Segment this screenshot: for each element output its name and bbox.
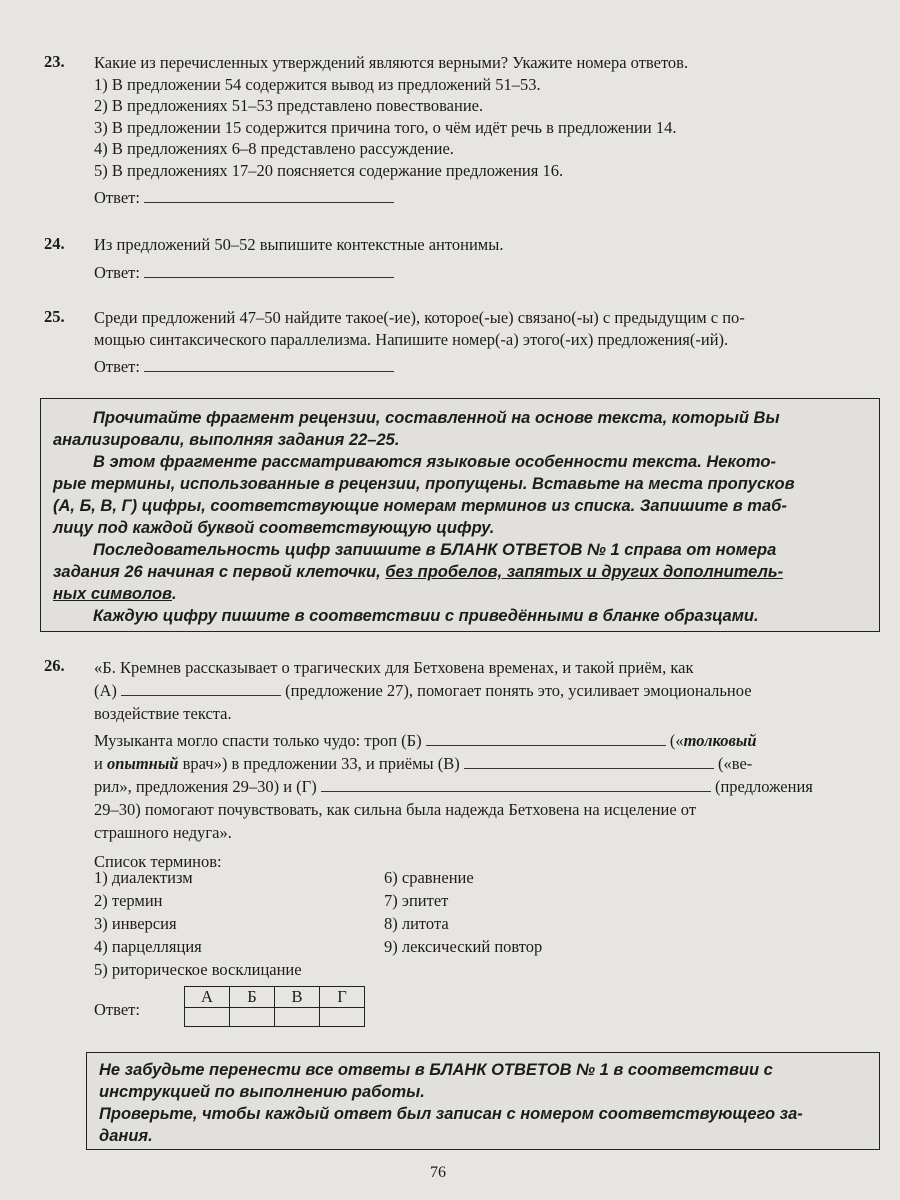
option-1: 1) В предложении 54 содержится вывод из предложений 51–53. <box>94 74 541 94</box>
option-5: 5) В предложениях 17–20 поясняется содержание предложения 16. <box>94 160 564 180</box>
instruction-p2-line4: лицу под каждой буквой соответствующую цифру. <box>53 519 495 537</box>
answer-label: Ответ: <box>94 1000 140 1019</box>
column-header-b: Б <box>230 987 275 1008</box>
term-item: 9) лексический повтор <box>384 937 543 956</box>
instruction-text: . <box>172 585 177 603</box>
review-italic: толковый <box>683 731 757 750</box>
term-item: 6) сравнение <box>384 868 474 887</box>
page-number: 76 <box>430 1164 446 1181</box>
review-text: (предложения <box>714 777 813 796</box>
task-23 <box>44 52 886 209</box>
final-note-line-3: Проверьте, чтобы каждый ответ был записан с номером соответствующего за- <box>99 1105 803 1123</box>
question-text: Из предложений 50–52 выпишите контекстные антонимы. <box>94 235 504 254</box>
review-line-2 <box>94 679 886 702</box>
answer-line[interactable] <box>144 263 394 278</box>
final-note-box <box>86 1052 880 1150</box>
gap-a[interactable] <box>121 681 281 696</box>
instruction-box <box>40 398 880 632</box>
instruction-p2-line1: В этом фрагменте рассматриваются языковые особенности текста. Некото- <box>93 453 776 471</box>
answer-label: Ответ: <box>94 357 140 376</box>
gap-c[interactable] <box>464 754 714 769</box>
instruction-underlined: ных символов <box>53 585 173 603</box>
answer-line[interactable] <box>144 188 394 203</box>
review-text: и <box>94 754 107 773</box>
review-line-7: 29–30) помогают почувствовать, как сильна была надежда Бетховена на исцеление от <box>94 800 697 819</box>
instruction-p2-line2: рые термины, использованные в рецензии, пропущены. Вставьте на места пропусков <box>53 475 795 493</box>
review-text: («ве- <box>718 754 753 773</box>
review-line-6 <box>94 775 886 798</box>
review-line-5 <box>94 752 886 775</box>
instruction-p3-line1: Последовательность цифр запишите в БЛАНК ОТВЕТОВ № 1 справа от номера <box>93 541 777 559</box>
column-header-a: А <box>185 987 230 1008</box>
terms-list <box>94 868 794 983</box>
review-italic: опытный <box>106 754 179 773</box>
answer-cell-a[interactable] <box>185 1008 230 1027</box>
instruction-text: задания 26 начиная с первой клеточки, <box>53 563 386 581</box>
final-note-line-4: дания. <box>99 1127 153 1145</box>
option-3: 3) В предложении 15 содержится причина того, о чём идёт речь в предложении 14. <box>94 117 677 137</box>
term-item: 1) диалектизм <box>94 868 193 887</box>
term-item: 7) эпитет <box>384 891 449 910</box>
terms-title: Список терминов: <box>94 852 222 871</box>
instruction-underlined: без пробелов, запятых и других дополнитель- <box>385 563 784 581</box>
term-item: 8) литота <box>384 914 449 933</box>
instruction-p2-line3: (А, Б, В, Г) цифры, соответствующие номерам терминов из списка. Запишите в таб- <box>53 497 787 515</box>
answer-label: Ответ: <box>94 188 140 207</box>
review-line-8: страшного недуга». <box>94 823 232 842</box>
term-item: 2) термин <box>94 891 163 910</box>
answer-label: Ответ: <box>94 262 140 282</box>
gap-d[interactable] <box>321 777 711 792</box>
review-text: (« <box>669 731 684 750</box>
answer-line[interactable] <box>144 357 394 372</box>
final-note-line-2: инструкцией по выполнению работы. <box>99 1083 425 1101</box>
column-header-d: Г <box>320 987 365 1008</box>
task-25 <box>44 307 886 378</box>
gap-label-a: (А) <box>94 681 117 700</box>
question-text: Какие из перечисленных утверждений являются верными? Укажите номера ответов. <box>94 53 689 72</box>
column-header-c: В <box>275 987 320 1008</box>
instruction-p3-line2 <box>53 561 869 583</box>
question-line-2: мощью синтаксического параллелизма. Напишите номер(-а) этого(-их) предложения(-ий). <box>94 329 729 349</box>
gap-b[interactable] <box>426 731 666 746</box>
term-item: 4) парцелляция <box>94 937 202 956</box>
term-item: 3) инверсия <box>94 914 177 933</box>
task-number: 24. <box>44 234 65 253</box>
term-item: 5) риторическое восклицание <box>94 960 302 979</box>
option-2: 2) В предложениях 51–53 представлено повествование. <box>94 96 484 115</box>
review-text: врач») в предложении 33, и приёмы (В) <box>178 754 460 773</box>
answer-cell-b[interactable] <box>230 1008 275 1027</box>
final-note-line-1: Не забудьте перенести все ответы в БЛАНК ОТВЕТОВ № 1 в соответствии с <box>99 1061 773 1079</box>
question-line-1: Среди предложений 47–50 найдите такое(-ие), которое(-ые) связано(-ы) с предыдущим с по- <box>94 308 745 327</box>
review-text: (предложение 27), помогает понять это, усиливает эмоциональное <box>285 681 752 700</box>
task-26 <box>44 656 886 873</box>
review-line-1: «Б. Кремнев рассказывает о трагических для Бетховена временах, и такой приём, как <box>94 658 694 677</box>
review-line-3: воздействие текста. <box>94 704 232 723</box>
answer-cell-d[interactable] <box>320 1008 365 1027</box>
task-number: 25. <box>44 307 65 326</box>
answer-table <box>184 986 365 1027</box>
task-number: 23. <box>44 52 65 71</box>
task-number: 26. <box>44 656 65 675</box>
option-4: 4) В предложениях 6–8 представлено рассуждение. <box>94 139 454 158</box>
review-text: Музыканта могло спасти только чудо: троп (Б) <box>94 731 422 750</box>
instruction-p4: Каждую цифру пишите в соответствии с приведёнными в бланке образцами. <box>93 607 759 625</box>
instruction-p3-line3 <box>53 583 869 605</box>
instruction-p1-line1: Прочитайте фрагмент рецензии, составленной на основе текста, который Вы <box>93 409 780 427</box>
review-text: рил», предложения 29–30) и (Г) <box>94 777 317 796</box>
task-24 <box>44 234 886 283</box>
instruction-p1-line2: анализировали, выполняя задания 22–25. <box>53 431 400 449</box>
answer-cell-c[interactable] <box>275 1008 320 1027</box>
review-line-4 <box>94 729 886 752</box>
